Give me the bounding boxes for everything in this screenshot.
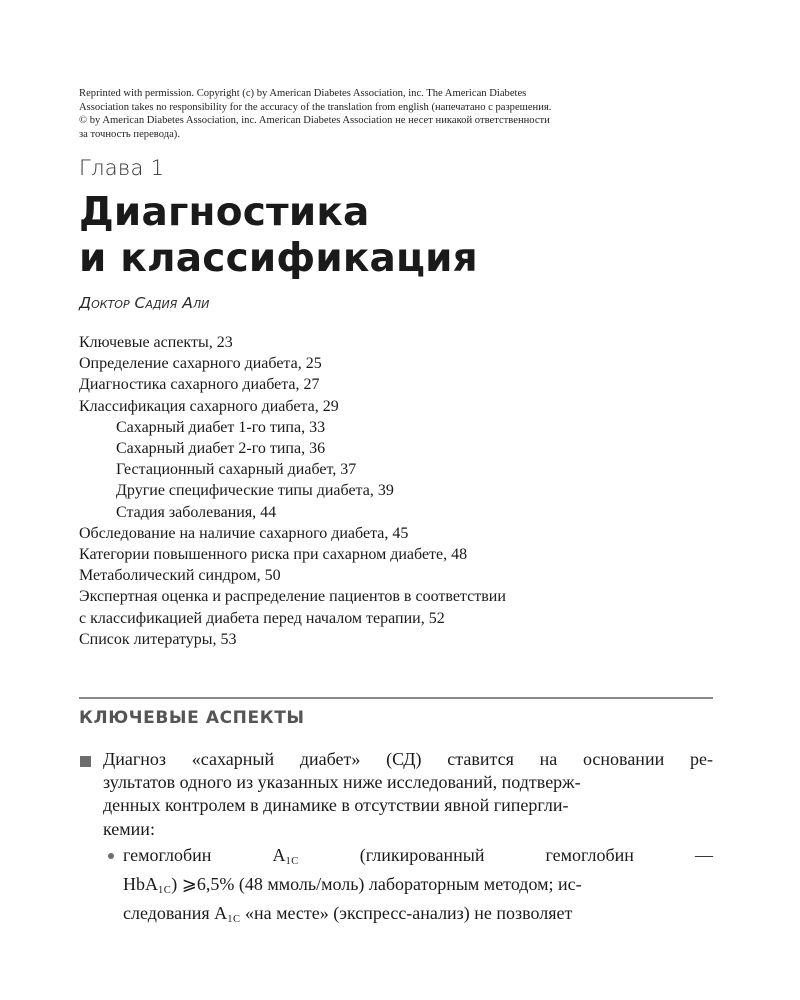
key-point-item	[79, 748, 713, 841]
chapter-label: Глава 1	[79, 156, 165, 180]
sub-point-item	[79, 844, 713, 932]
toc-entry[interactable]: Экспертная оценка и распределение пациентов в соответствии	[79, 588, 506, 606]
paragraph-line: кемии:	[103, 818, 155, 839]
toc-subentry[interactable]: Стадия заболевания, 44	[116, 503, 277, 521]
toc-entry[interactable]: Метаболический синдром, 50	[79, 567, 281, 585]
toc-entry[interactable]: Определение сахарного диабета, 25	[79, 355, 322, 373]
toc-entry[interactable]: Обследование на наличие сахарного диабета, 45	[79, 524, 409, 542]
toc-entry[interactable]: Классификация сахарного диабета, 29	[79, 397, 339, 415]
word: Диагноз	[103, 749, 167, 769]
word: —	[694, 845, 713, 865]
toc-entry[interactable]: Категории повышенного риска при сахарном диабете, 48	[79, 546, 468, 564]
toc-entry[interactable]: с классификацией диабета перед началом терапии, 52	[79, 609, 445, 627]
word: ставится	[447, 749, 514, 769]
word: диабет»	[299, 749, 361, 769]
word: гемоглобин	[123, 845, 212, 865]
toc-subentry[interactable]: Другие специфические типы диабета, 39	[116, 482, 394, 500]
word: ре-	[689, 749, 713, 769]
word: (СД)	[386, 749, 422, 769]
chapter-title-line: и классификация	[79, 236, 478, 281]
toc-subentry[interactable]: Гестационный сахарный диабет, 37	[116, 461, 357, 479]
round-bullet-icon	[108, 853, 114, 859]
paragraph-line: денных контролем в динамике в отсутствии явной гипергли-	[103, 795, 569, 816]
section-divider	[79, 697, 713, 699]
word: на	[539, 749, 558, 769]
paragraph-line: следования $A_{1C}$ «на месте» (экспресс-анализ) не позволяет	[123, 903, 573, 926]
toc-entry[interactable]: Диагностика сахарного диабета, 27	[79, 376, 320, 394]
copyright-notice	[79, 87, 713, 141]
chapter-title-line: Диагностика	[79, 190, 370, 235]
word: основании	[582, 749, 665, 769]
word: «сахарный	[191, 749, 275, 769]
paragraph-line: HbA$_{1C}$) ⩾6,5% (48 ммоль/моль) лабораторным методом; ис-	[123, 874, 582, 897]
section-heading: КЛЮЧЕВЫЕ АСПЕКТЫ	[79, 708, 305, 728]
toc-subentry[interactable]: Сахарный диабет 2-го типа, 36	[116, 440, 326, 458]
paragraph-line	[79, 844, 713, 873]
word: гемоглобин	[545, 845, 634, 865]
copyright-line: © by American Diabetes Association, inc. American Diabetes Association не несет никакой ответственности	[79, 115, 550, 126]
toc-entry[interactable]: Ключевые аспекты, 23	[79, 334, 233, 351]
copyright-line: за точность перевода).	[79, 128, 180, 140]
word: $A_{1C}$	[272, 845, 299, 867]
paragraph-line: зультатов одного из указанных ниже исследований, подтверж-	[103, 772, 581, 793]
chapter-title	[79, 190, 478, 282]
square-bullet-icon	[80, 756, 91, 767]
copyright-line: Association takes no responsibility for the accuracy of the translation from english (напечатано с разрешения.	[79, 101, 552, 113]
toc-entry[interactable]: Список литературы, 53	[79, 630, 237, 648]
table-of-contents	[79, 332, 713, 650]
chapter-author: Доктор Садия Али	[79, 294, 210, 312]
copyright-line: Reprinted with permission. Copyright (c) by American Diabetes Association, inc. The American Diabetes	[79, 88, 527, 99]
word: (гликированный	[359, 845, 485, 865]
toc-subentry[interactable]: Сахарный диабет 1-го типа, 33	[116, 418, 326, 436]
paragraph-line	[79, 748, 713, 771]
